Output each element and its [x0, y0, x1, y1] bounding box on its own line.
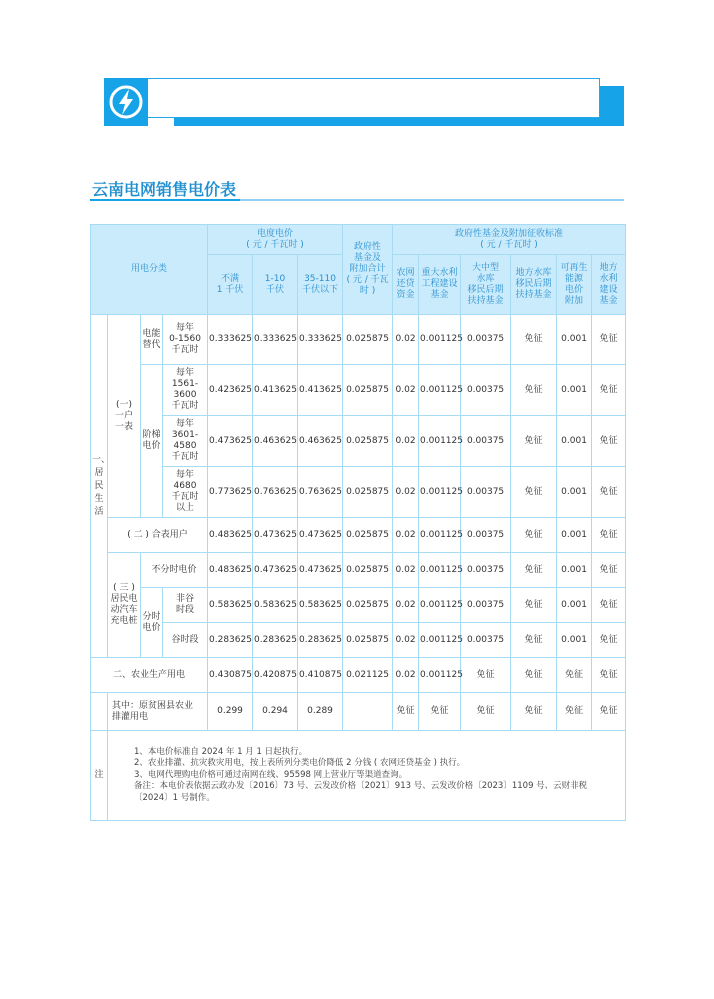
table-cell: 免征 — [511, 553, 557, 588]
poor-county-label — [108, 693, 208, 731]
table-cell: 0.025875 — [343, 623, 393, 658]
table-cell: 0.001125 — [419, 518, 461, 553]
table-cell — [343, 693, 393, 731]
page-title: 云南省用电价格标准 — [178, 93, 394, 119]
table-cell: 0.413625 — [298, 365, 343, 416]
table-cell: 0.283625 — [208, 623, 253, 658]
header-text: 电价 — [565, 284, 584, 295]
label-text: 每年 — [176, 419, 195, 429]
table-cell: 0.420875 — [253, 658, 298, 693]
table-cell: 0.463625 — [253, 416, 298, 467]
label-text: 生 — [94, 493, 104, 504]
banner-stub — [600, 86, 624, 126]
label-text: 替代 — [142, 339, 161, 350]
table-cell: 0.001 — [557, 588, 592, 623]
table-cell: 免征 — [511, 623, 557, 658]
table-row — [91, 315, 626, 365]
label-text: 1561- — [171, 379, 199, 389]
table-cell: 免征 — [592, 365, 626, 416]
table-cell: 0.001 — [557, 553, 592, 588]
table-cell: 0.00375 — [461, 365, 511, 416]
header-text: 重大水利 — [421, 268, 458, 278]
label-text: 充电桩 — [110, 616, 138, 626]
header-text: 水库 — [476, 273, 495, 284]
energy-price-label: 电度电价 — [257, 228, 294, 239]
label-text: 千瓦时 — [171, 492, 199, 502]
tier-range — [163, 467, 208, 518]
table-cell: 0.473625 — [253, 553, 298, 588]
label-text: 其中：原贫困县农业 — [112, 700, 194, 711]
table-cell: 0.473625 — [298, 518, 343, 553]
note-line: 3、电网代理购电价格可通过南网在线、95598 网上营业厅等渠道查询。 — [134, 769, 408, 780]
table-cell: 0.463625 — [298, 416, 343, 467]
table-cell: 0.001 — [557, 315, 592, 365]
tier-range — [163, 315, 208, 365]
gov-total-label: 基金及 — [354, 253, 382, 263]
table-cell: 免征 — [557, 693, 592, 731]
gov-total-label: 附加合计 — [349, 264, 386, 274]
header-text: 千伏以下 — [302, 284, 339, 295]
label-text: 电能 — [142, 328, 161, 339]
substitute-label — [141, 315, 163, 365]
note-line: 备注：本电价表依据云政办发〔2016〕73 号、云发改价格〔2021〕913 号、云发改价格〔2023〕1109 号、云财非税 — [134, 781, 588, 792]
note-line: 1、本电价标准自 2024 年 1 月 1 日起执行。 — [134, 746, 308, 757]
header-text: 不满 — [221, 273, 240, 284]
table-cell: 0.025875 — [343, 365, 393, 416]
header-text: 35-110 — [304, 273, 336, 284]
section-divider-accent — [90, 199, 240, 201]
table-cell: 0.025875 — [343, 315, 393, 365]
table-cell: 免征 — [592, 416, 626, 467]
voltage-35-110-header — [298, 255, 343, 315]
section-title: 云南电网销售电价表 — [92, 180, 237, 199]
table-cell: 0.02 — [393, 315, 419, 365]
table-cell: 0.294 — [253, 693, 298, 731]
label-text: 千瓦时 — [171, 401, 199, 411]
energy-price-unit: ( 元 / 千瓦时 ) — [246, 239, 304, 250]
non-tou-label: 不分时电价 — [141, 553, 208, 588]
fund-reservoir-header — [461, 255, 511, 315]
table-cell: 0.001125 — [419, 365, 461, 416]
gov-fund-header — [393, 225, 626, 255]
header-text: 移民后期 — [467, 284, 504, 295]
table-cell: 0.473625 — [253, 518, 298, 553]
shared-meter-label: ( 二 ) 合表用户 — [108, 518, 208, 553]
label-text: 4680 — [173, 481, 197, 491]
table-cell: 免征 — [592, 588, 626, 623]
label-text: 居 — [94, 467, 104, 478]
table-cell: 0.00375 — [461, 623, 511, 658]
table-row — [91, 416, 626, 467]
table-cell: 免征 — [592, 518, 626, 553]
label-text: 千瓦时 — [171, 452, 199, 462]
header-text: 能源 — [565, 273, 584, 284]
header-text: 工程建设 — [421, 279, 458, 289]
table-cell: 0.473625 — [208, 416, 253, 467]
notes-label: 注 — [91, 731, 108, 821]
label-text: 电价 — [142, 441, 161, 451]
table-cell: 免征 — [511, 416, 557, 467]
header-text: 1 千伏 — [216, 284, 244, 295]
header-text: 建设 — [599, 284, 618, 295]
table-row — [91, 658, 626, 693]
table-cell: 0.00375 — [461, 416, 511, 467]
fund-water-header — [419, 255, 461, 315]
voltage-1-10-header — [253, 255, 298, 315]
label-text: 活 — [94, 506, 104, 517]
table-cell: 0.001 — [557, 623, 592, 658]
fund-rural-header — [393, 255, 419, 315]
gov-total-label: 时 ) — [359, 286, 376, 296]
table-cell: 免征 — [511, 467, 557, 518]
table-cell: 免征 — [511, 658, 557, 693]
table-cell: 0.02 — [393, 365, 419, 416]
table-row — [91, 588, 626, 623]
label-text: 分时 — [142, 611, 161, 622]
label-text: 排灌用电 — [112, 711, 149, 722]
table-cell: 0.021125 — [343, 658, 393, 693]
label-text: ( 三 ) — [113, 583, 135, 593]
table-cell: 免征 — [557, 658, 592, 693]
table-row — [91, 518, 626, 553]
table-row — [91, 623, 626, 658]
table-cell: 免征 — [511, 518, 557, 553]
label-text: 以上 — [176, 503, 195, 513]
tier-range — [163, 416, 208, 467]
table-cell: 免征 — [461, 658, 511, 693]
table-cell: 免征 — [592, 315, 626, 365]
table-cell: 0.001125 — [419, 623, 461, 658]
table-cell: 0.413625 — [253, 365, 298, 416]
header-text: 地方水库 — [515, 268, 552, 278]
label-text: 一、 — [92, 454, 111, 465]
gov-total-label: 政府性 — [354, 242, 382, 252]
energy-price-header — [208, 225, 343, 255]
gov-total-label: ( 元 / 千瓦 — [346, 275, 389, 285]
header-text: 扶持基金 — [467, 295, 504, 306]
table-cell: 0.483625 — [208, 553, 253, 588]
header-text: 移民后期 — [515, 279, 552, 289]
label-text: 0-1560 — [169, 334, 201, 344]
notes-row — [91, 731, 626, 821]
label-text: 一表 — [114, 421, 133, 432]
label-text: 非谷 — [176, 594, 195, 604]
agri-label: 二、农业生产用电 — [91, 658, 208, 693]
price-table — [90, 224, 626, 821]
table-cell: 0.333625 — [253, 315, 298, 365]
table-cell: 0.02 — [393, 623, 419, 658]
label-text: 电价 — [142, 622, 161, 633]
table-cell: 0.001 — [557, 365, 592, 416]
label-text: 阶梯 — [142, 430, 161, 440]
table-cell: 0.02 — [393, 658, 419, 693]
table-cell: 0.001 — [557, 416, 592, 467]
table-cell: 0.02 — [393, 416, 419, 467]
label-text: 每年 — [176, 323, 195, 333]
table-cell: 0.00375 — [461, 315, 511, 365]
ev-charging-label — [108, 553, 141, 658]
table-row — [91, 365, 626, 416]
table-row — [91, 693, 626, 731]
table-cell: 0.00375 — [461, 588, 511, 623]
table-cell: 0.02 — [393, 467, 419, 518]
header-text: 农网 — [396, 268, 415, 278]
header-text: 还贷 — [396, 279, 415, 289]
table-cell: 免征 — [592, 693, 626, 731]
table-cell: 0.423625 — [208, 365, 253, 416]
tou-label — [141, 588, 163, 658]
table-cell: 免征 — [511, 693, 557, 731]
table-cell: 0.001125 — [419, 553, 461, 588]
residential-label — [91, 315, 111, 658]
label-text: 千瓦时 — [171, 345, 199, 355]
gov-fund-label: 政府性基金及附加征收标准 — [455, 228, 564, 239]
table-cell: 0.483625 — [208, 518, 253, 553]
note-line: 2、农业排灌、抗灾救灾用电，按上表所列分类电价降低 2 分钱 ( 农网还贷基金 ) 执行。 — [134, 758, 466, 769]
table-cell: 免征 — [511, 365, 557, 416]
logo — [104, 78, 148, 126]
table-cell: 免征 — [592, 553, 626, 588]
label-text: 居民电 — [110, 594, 138, 604]
table-cell: 0.001125 — [419, 467, 461, 518]
notes-content — [108, 731, 626, 821]
header-text: 1-10 — [264, 273, 286, 284]
table-cell: 0.001125 — [419, 416, 461, 467]
table-cell: 0.025875 — [343, 416, 393, 467]
fund-renewable-header — [557, 255, 592, 315]
table-row — [91, 467, 626, 518]
header-text: 扶持基金 — [515, 290, 552, 300]
header-text: 可再生 — [560, 262, 588, 273]
label-text: 3601- — [171, 430, 199, 440]
tier-label — [141, 365, 163, 518]
valley-label: 谷时段 — [163, 623, 208, 658]
fund-local-reservoir-header — [511, 255, 557, 315]
table-cell: 0.00375 — [461, 553, 511, 588]
table-cell: 0.583625 — [208, 588, 253, 623]
table-cell: 0.283625 — [253, 623, 298, 658]
table-cell: 0.289 — [298, 693, 343, 731]
label-text: 3600 — [173, 390, 197, 400]
table-cell: 免征 — [592, 623, 626, 658]
table-cell: 0.763625 — [298, 467, 343, 518]
table-cell: 免征 — [461, 693, 511, 731]
table-cell: 免征 — [393, 693, 419, 731]
table-header-row — [91, 225, 626, 255]
gov-fund-unit: ( 元 / 千瓦时 ) — [480, 239, 538, 250]
table-cell: 免征 — [511, 588, 557, 623]
table-cell: 0.001125 — [419, 588, 461, 623]
table-cell: 0.00375 — [461, 467, 511, 518]
header-text: 基金 — [430, 290, 449, 300]
table-cell: 0.001 — [557, 518, 592, 553]
table-cell: 0.410875 — [298, 658, 343, 693]
label-text: 民 — [94, 480, 104, 491]
header-text: 水利 — [599, 273, 618, 284]
table-cell: 免征 — [511, 315, 557, 365]
table-cell: 0.283625 — [298, 623, 343, 658]
header-text: 附加 — [565, 295, 584, 306]
gov-total-header — [343, 225, 393, 315]
table-cell: 0.00375 — [461, 518, 511, 553]
table-cell: 0.001125 — [419, 658, 461, 693]
label-text: 4580 — [173, 441, 197, 451]
header-text: 基金 — [599, 295, 618, 306]
fund-local-water-header — [592, 255, 626, 315]
header-text: 资金 — [396, 290, 415, 300]
table-cell: 0.773625 — [208, 467, 253, 518]
table-cell: 0.430875 — [208, 658, 253, 693]
label-text: (一) — [115, 399, 133, 410]
table-cell: 0.025875 — [343, 467, 393, 518]
single-meter-label — [108, 315, 141, 518]
table-cell: 0.001 — [557, 467, 592, 518]
lightning-icon — [104, 78, 148, 126]
table-cell: 0.473625 — [298, 553, 343, 588]
table-cell: 0.025875 — [343, 518, 393, 553]
tier-range — [163, 365, 208, 416]
header-text: 千伏 — [266, 284, 285, 295]
table-cell: 免征 — [592, 467, 626, 518]
label-text: 动汽车 — [110, 605, 138, 615]
header-text: 地方 — [599, 262, 618, 273]
table-cell: 0.299 — [208, 693, 253, 731]
table-cell: 0.02 — [393, 588, 419, 623]
table-cell: 0.333625 — [208, 315, 253, 365]
table-cell: 0.763625 — [253, 467, 298, 518]
table-cell: 0.333625 — [298, 315, 343, 365]
category-header: 用电分类 — [91, 225, 208, 315]
table-row — [91, 553, 626, 588]
table-cell-empty — [91, 693, 108, 731]
label-text: 一户 — [114, 410, 133, 421]
header-text: 大中型 — [472, 262, 500, 273]
table-cell: 0.02 — [393, 518, 419, 553]
label-text: 每年 — [176, 368, 195, 378]
table-cell: 免征 — [592, 658, 626, 693]
table-cell: 0.583625 — [298, 588, 343, 623]
table-cell: 0.025875 — [343, 588, 393, 623]
table-cell: 0.583625 — [253, 588, 298, 623]
label-text: 每年 — [176, 470, 195, 480]
table-cell: 0.001125 — [419, 315, 461, 365]
table-cell: 免征 — [419, 693, 461, 731]
offpeak-label — [163, 588, 208, 623]
voltage-lt1-header — [208, 255, 253, 315]
table-cell: 0.025875 — [343, 553, 393, 588]
label-text: 时段 — [176, 605, 195, 615]
table-cell: 0.02 — [393, 553, 419, 588]
note-line: 〔2024〕1 号制作。 — [134, 792, 215, 803]
